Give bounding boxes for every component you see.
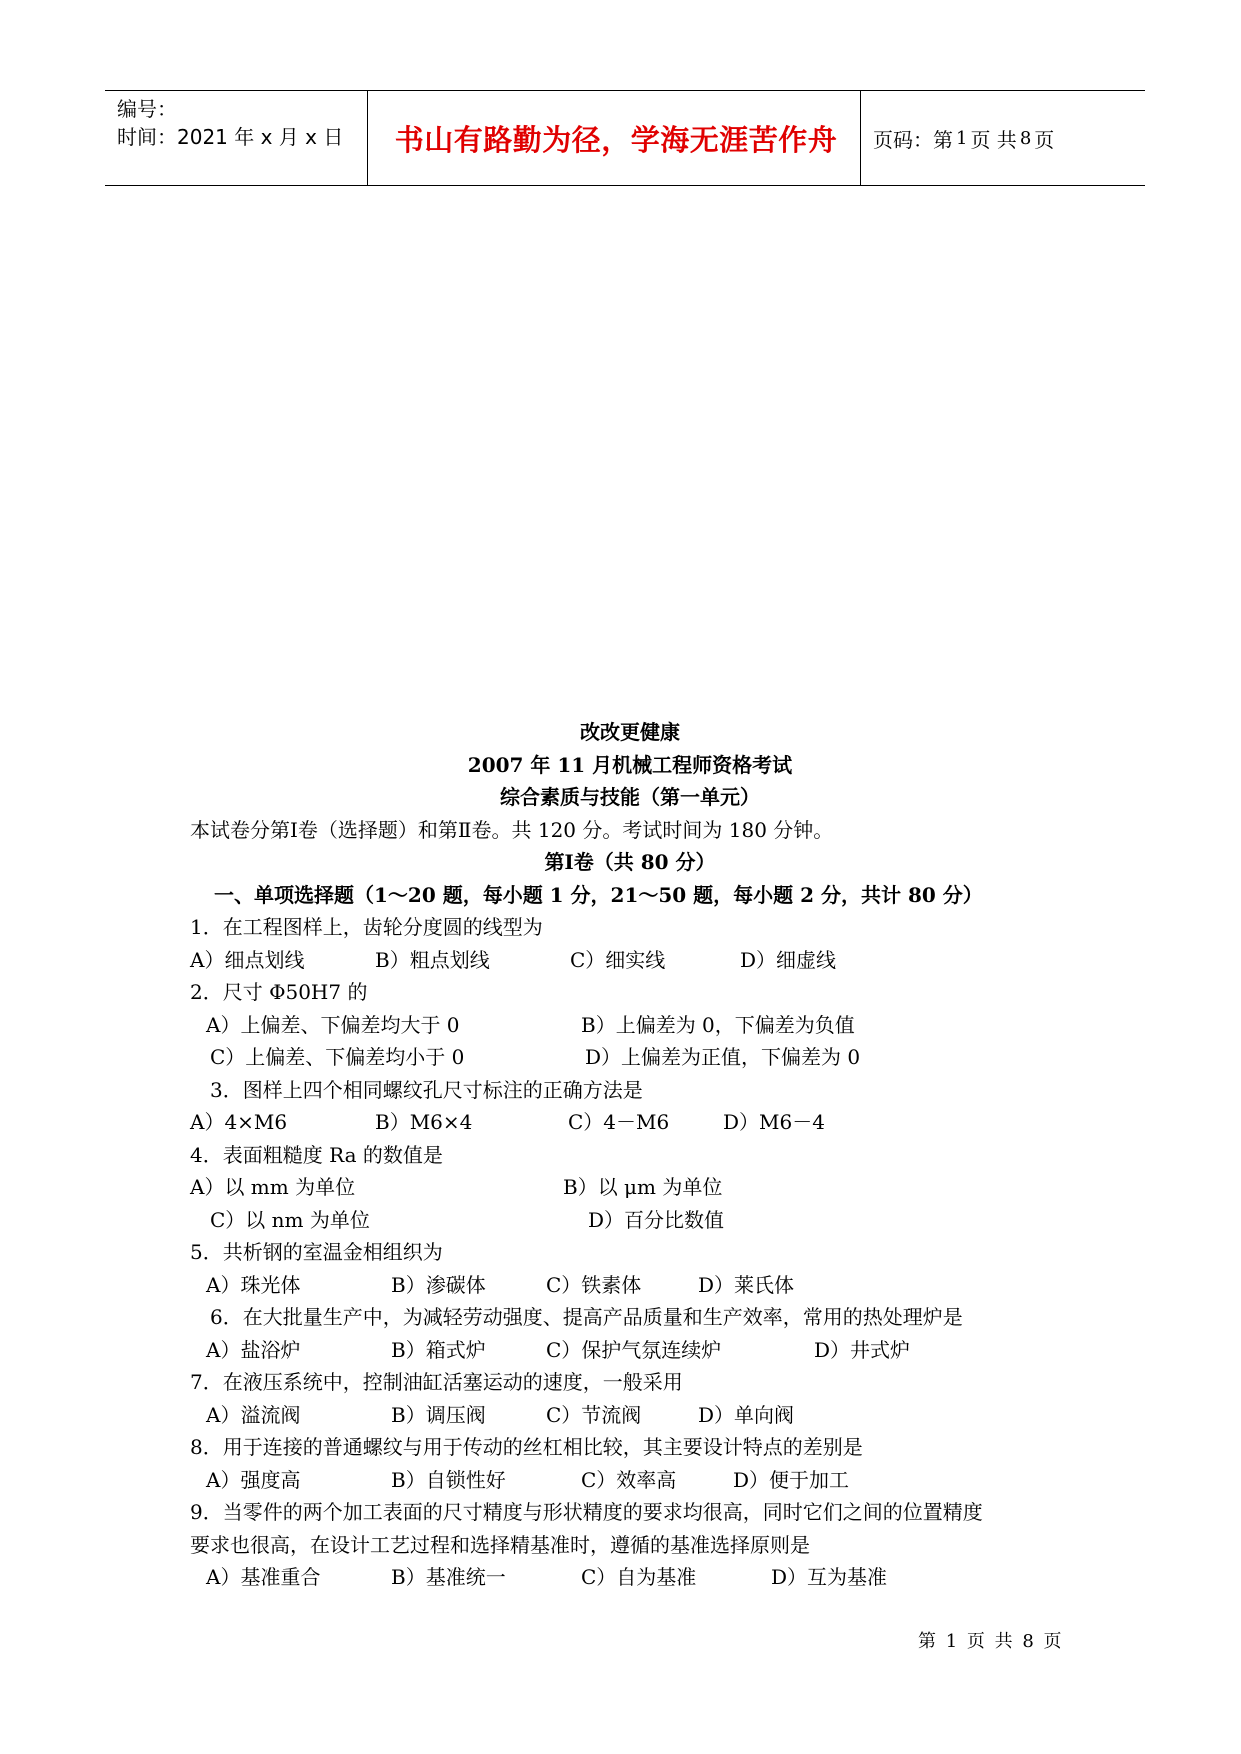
option: A）溢流阀 [206, 1402, 301, 1427]
section-title: 一、单项选择题（1～20 题，每小题 1 分，21～50 题，每小题 2 分，共计 80 分） [214, 882, 983, 907]
option: A）上偏差、下偏差均大于 0 [206, 1012, 460, 1037]
option: B）调压阀 [391, 1402, 486, 1427]
question-options [190, 1204, 1070, 1237]
question-options [190, 944, 1070, 977]
question-options [190, 1009, 1070, 1042]
option: C）上偏差、下偏差均小于 0 [210, 1045, 465, 1069]
option: C）自为基准 [581, 1565, 697, 1589]
page-header [105, 90, 1145, 186]
option: C）4－M6 [568, 1110, 670, 1134]
header-divider-right [860, 91, 861, 185]
option: A）4×M6 [190, 1110, 288, 1134]
option: B）以 μm 为单位 [563, 1175, 723, 1199]
page-label-suffix: 页 [1034, 127, 1055, 152]
question-stem: 2．尺寸 Φ50H7 的 [190, 980, 368, 1004]
option: C）以 nm 为单位 [210, 1207, 370, 1232]
option: D）M6－4 [723, 1110, 825, 1134]
option: D）莱氏体 [698, 1272, 795, 1297]
question-stem: 1．在工程图样上，齿轮分度圆的线型为 [190, 915, 543, 939]
number-label: 编号： [117, 97, 177, 121]
question-stem-continued: 要求也很高，在设计工艺过程和选择精基准时，遵循的基准选择原则是 [190, 1532, 810, 1557]
question-stem: 6．在大批量生产中，为减轻劳动强度、提高产品质量和生产效率，常用的热处理炉是 [210, 1305, 963, 1329]
option: D）互为基准 [771, 1565, 888, 1589]
question-options [190, 1561, 1070, 1594]
question-options [190, 1399, 1070, 1432]
option: B）渗碳体 [391, 1272, 486, 1297]
header-meta [117, 95, 343, 151]
page-current: 1 [956, 127, 968, 149]
option: A）盐浴炉 [206, 1337, 301, 1362]
question-stem: 4．表面粗糙度 Ra 的数值是 [190, 1142, 443, 1167]
question-options [190, 1171, 1070, 1204]
question-options [190, 1041, 1070, 1074]
option: D）百分比数值 [588, 1207, 725, 1232]
option: A）基准重合 [206, 1565, 321, 1589]
option: B）M6×4 [375, 1110, 473, 1134]
header-motto: 书山有路勤为径，学海无涯苦作舟 [394, 122, 838, 157]
top-title: 改改更健康 [580, 720, 680, 744]
question-options [190, 1106, 1070, 1139]
header-divider-left [367, 91, 368, 185]
page-footer: 第 1 页 共 8 页 [918, 1631, 1064, 1652]
question-options [190, 1269, 1070, 1302]
header-page-indicator [873, 91, 1054, 185]
option: A）细点划线 [190, 947, 305, 972]
page-total: 8 [1019, 127, 1032, 149]
option: B）箱式炉 [391, 1337, 486, 1362]
exam-intro: 本试卷分第Ⅰ卷（选择题）和第Ⅱ卷。共 120 分。考试时间为 180 分钟。 [190, 817, 834, 842]
option: C）效率高 [581, 1467, 677, 1492]
question-stem: 9．当零件的两个加工表面的尺寸精度与形状精度的要求均很高，同时它们之间的位置精度 [190, 1500, 983, 1524]
question-options [190, 1334, 1070, 1367]
option: D）细虚线 [740, 947, 837, 972]
question-stem: 5．共析钢的室温金相组织为 [190, 1240, 443, 1264]
option: B）自锁性好 [391, 1467, 506, 1492]
exam-content [190, 716, 1070, 1594]
option: D）单向阀 [698, 1402, 795, 1427]
exam-subtitle: 综合素质与技能（第一单元） [500, 785, 760, 809]
option: C）保护气氛连续炉 [546, 1337, 722, 1362]
option: D）井式炉 [814, 1337, 911, 1362]
page-label-prefix: 页码：第 [873, 127, 953, 152]
option: B）粗点划线 [375, 947, 490, 972]
part-title: 第Ⅰ卷（共 80 分） [544, 850, 716, 874]
option: B）基准统一 [391, 1565, 506, 1589]
option: D）便于加工 [733, 1467, 850, 1492]
question-stem: 8．用于连接的普通螺纹与用于传动的丝杠相比较，其主要设计特点的差别是 [190, 1435, 863, 1459]
question-stem: 7．在液压系统中，控制油缸活塞运动的速度，一般采用 [190, 1370, 683, 1394]
time-label: 时间：2021 年 x 月 x 日 [117, 125, 344, 149]
option: A）强度高 [206, 1467, 301, 1492]
option: C）细实线 [570, 947, 666, 972]
exam-title: 2007 年 11 月机械工程师资格考试 [467, 752, 793, 777]
option: A）以 mm 为单位 [190, 1175, 356, 1199]
option: B）上偏差为 0，下偏差为负值 [581, 1012, 855, 1037]
option: C）铁素体 [546, 1272, 642, 1297]
question-stem: 3．图样上四个相同螺纹孔尺寸标注的正确方法是 [210, 1077, 643, 1102]
question-options [190, 1464, 1070, 1497]
option: C）节流阀 [546, 1402, 642, 1427]
option: A）珠光体 [206, 1272, 301, 1297]
page-label-mid: 页 共 [970, 127, 1017, 152]
option: D）上偏差为正值，下偏差为 0 [585, 1045, 861, 1069]
